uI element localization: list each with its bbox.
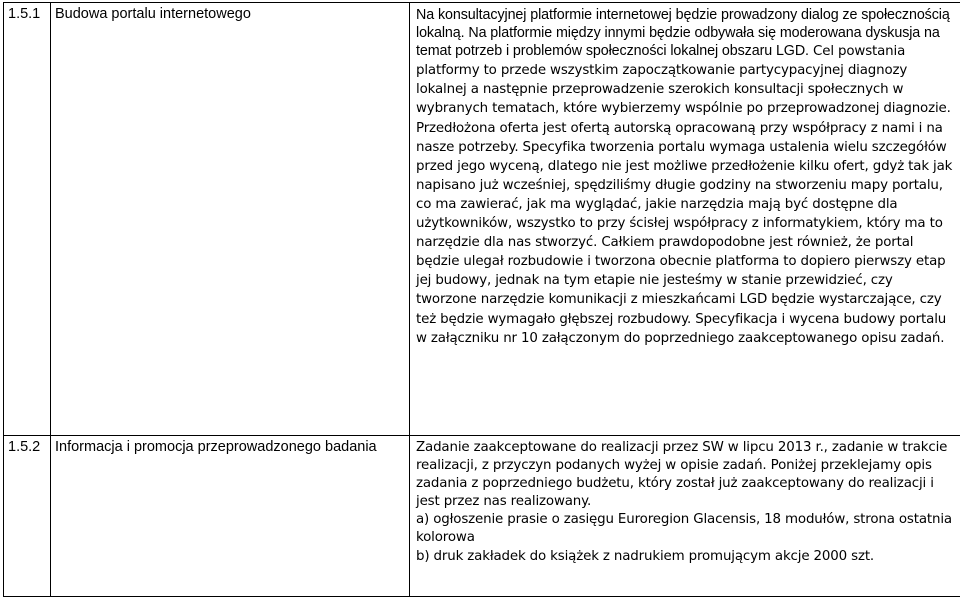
description-paragraph: b) druk zakładek do książek z nadrukiem promującym akcje 2000 szt. [416, 548, 875, 564]
task-description-cell [410, 3, 960, 436]
task-table [3, 2, 960, 597]
task-title: Informacja i promocja przeprowadzonego badania [55, 439, 377, 455]
task-title-cell [51, 436, 410, 597]
task-description-part-2: Cel powstania platformy to przede wszystkim zapoczątkowanie partycypacyjnej diagnozy lokalnej a następnie przeprowadzenie szerokich konsultacji społecznych w wybranych tematach, które wybierzemy wspólnie po przeprowadzonej diagnozie. Przedłożona oferta jest ofertą autorską opracowaną przy współpracy z nami i na nasze potrzeby. Specyfika tworzenia portalu wymaga ustalenia wielu szczegółów przed jego wyceną, dlatego nie jest możliwe przedłożenie kilku ofert, gdyż tak jak napisano już wcześniej, spędziliśmy długie godziny na stworzeniu mapy portalu, co ma zawierać, jak ma wyglądać, jakie narzędzia mają być dostępne dla użytkowników, wszystko to przy ścisłej współpracy z informatykiem, który ma to narzędzie dla nas stworzyć. Całkiem prawdopodobne jest również, że portal będzie ulegał rozbudowie i tworzona obecnie platforma to dopiero pierwszy etap jej budowy, jednak na tym etapie nie jesteśmy w stanie przewidzieć, czy tworzone narzędzie komunikacji z mieszkańcami LGD będzie wystarczające, czy też będzie wymagało głębszej rozbudowy. Specyfikacja i wycena budowy portalu w załączniku nr 10 załączonym do poprzedniego zaakceptowanego opisu zadań. [416, 44, 953, 346]
task-description [410, 436, 960, 566]
description-paragraph: Zadanie zaakceptowane do realizacji przez SW w lipcu 2013 r., zadanie w trakcie realizacji, z przyczyn podanych wyżej w opisie zadań. Poniżej przeklejamy opis zadania z poprzedniego budżetu, który został już zaakceptowany do realizacji i jest przez nas realizowany. [416, 440, 948, 510]
task-description-cell [410, 436, 960, 597]
task-description [410, 3, 960, 348]
task-number-cell [4, 436, 51, 597]
task-title-cell [51, 3, 410, 436]
task-description-part-1: Na konsultacyjnej platformie internetowej będzie prowadzony dialog ze społecznością lokalną. Na platformie między innymi będzie odbywała się moderowana dyskusja na temat potrzeb i problemów społeczności lokalnej obszaru LGD. [416, 7, 950, 60]
task-number-cell [4, 3, 51, 436]
table-row [4, 3, 960, 436]
task-number: 1.5.2 [8, 439, 41, 455]
table-row [4, 436, 960, 597]
task-number: 1.5.1 [8, 6, 41, 22]
task-title: Budowa portalu internetowego [55, 6, 251, 22]
description-paragraph: a) ogłoszenie prasie o zasięgu Euroregion Glacensis, 18 modułów, strona ostatnia kolorowa [416, 512, 952, 546]
